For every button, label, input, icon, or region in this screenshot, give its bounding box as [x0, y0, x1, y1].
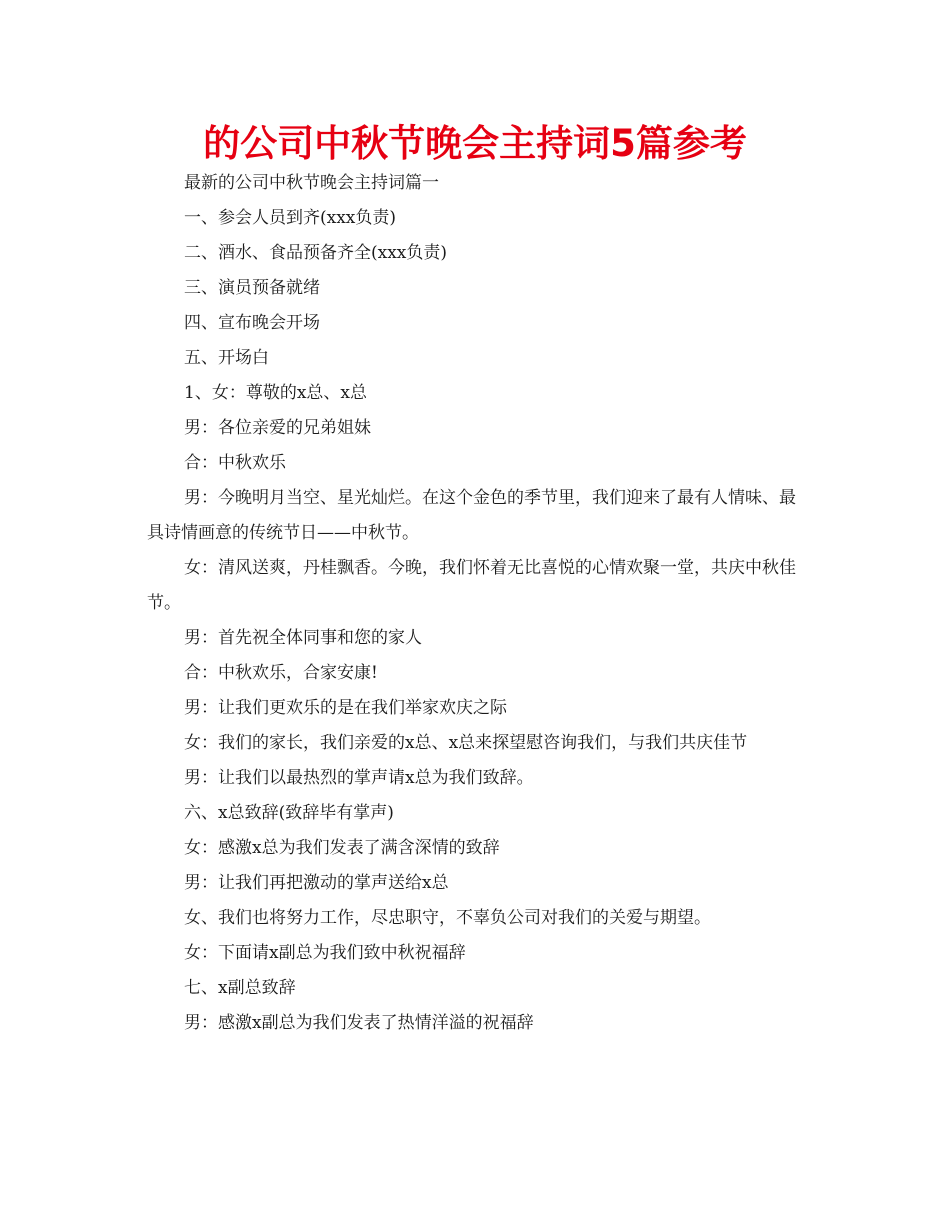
document-title: 的公司中秋节晚会主持词5篇参考: [203, 122, 747, 165]
document-body: [147, 166, 803, 1041]
paragraph: 五、开场白: [184, 348, 269, 368]
paragraph: 合：中秋欢乐: [184, 453, 286, 473]
paragraph: 男：让我们再把激动的掌声送给x总: [184, 873, 449, 893]
paragraph: 女：我们的家长，我们亲爱的x总、x总来探望慰咨询我们，与我们共庆佳节: [184, 733, 748, 753]
paragraph: 1、女：尊敬的x总、x总: [184, 383, 367, 403]
paragraph: 二、酒水、食品预备齐全(xxx负责): [184, 243, 448, 263]
paragraph: 男：今晚明月当空、星光灿烂。在这个金色的季节里，我们迎来了最有人情味、最具诗情画意的传统节日——中秋节。: [147, 488, 796, 543]
paragraph: 男：让我们以最热烈的掌声请x总为我们致辞。: [184, 768, 534, 788]
paragraph: 六、x总致辞(致辞毕有掌声): [184, 803, 394, 823]
paragraph: 男：感激x副总为我们发表了热情洋溢的祝福辞: [184, 1013, 534, 1033]
paragraph: 合：中秋欢乐，合家安康!: [184, 663, 378, 683]
paragraph: 男：各位亲爱的兄弟姐妹: [184, 418, 371, 438]
paragraph: 女：下面请x副总为我们致中秋祝福辞: [184, 943, 466, 963]
paragraph: 七、x副总致辞: [184, 978, 296, 998]
paragraph: 一、参会人员到齐(xxx负责): [184, 208, 397, 228]
paragraph: 女：清风送爽，丹桂飘香。今晚，我们怀着无比喜悦的心情欢聚一堂，共庆中秋佳节。: [147, 558, 796, 613]
paragraph: 三、演员预备就绪: [184, 278, 320, 298]
paragraph: 男：首先祝全体同事和您的家人: [184, 628, 422, 648]
paragraph: 四、宣布晚会开场: [184, 313, 320, 333]
paragraph: 女、我们也将努力工作，尽忠职守，不辜负公司对我们的关爱与期望。: [184, 908, 711, 928]
paragraph: 男：让我们更欢乐的是在我们举家欢庆之际: [184, 698, 507, 718]
paragraph: 女：感激x总为我们发表了满含深情的致辞: [184, 838, 500, 858]
paragraph: 最新的公司中秋节晚会主持词篇一: [184, 173, 439, 193]
